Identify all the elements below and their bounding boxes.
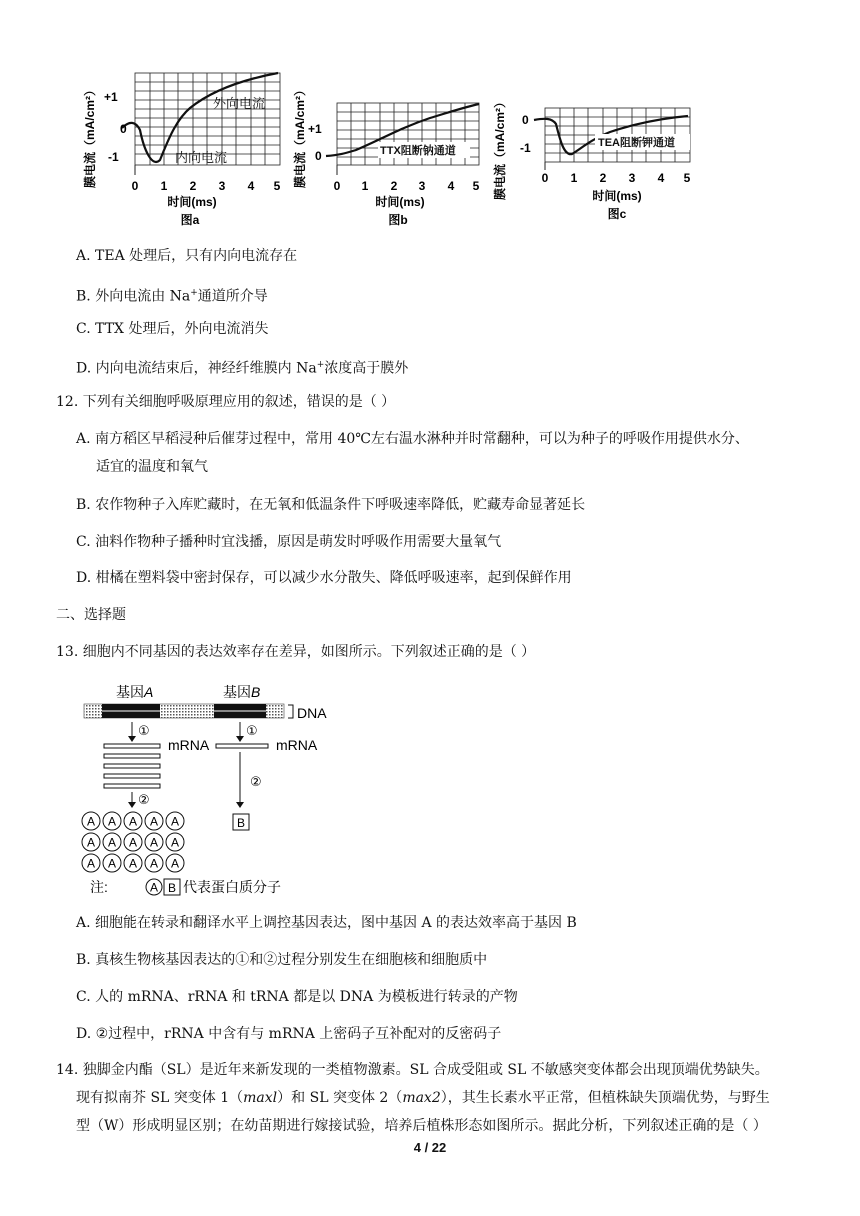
x-tick: 3	[218, 179, 226, 193]
q13-option-a: A. 细胞能在转录和翻译水平上调控基因表达，图中基因 A 的表达效率高于基因 B	[76, 915, 577, 931]
dna-label: DNA	[297, 705, 327, 721]
q14-stem-line1: 14. 独脚金内酯（SL）是近年来新发现的一类植物激素。SL 合成受阻或 SL 不敏感突变体都会出现顶端优势缺失。	[56, 1062, 769, 1078]
q12-option-c: C. 油料作物种子播种时宜浅播，原因是萌发时呼吸作用需要大量氧气	[76, 534, 502, 550]
y-tick: +1	[104, 90, 118, 104]
q12-stem: 12. 下列有关细胞呼吸原理应用的叙述，错误的是（ ）	[56, 394, 396, 410]
y-tick: 0	[522, 113, 529, 127]
protein-a-letter: A	[107, 856, 117, 871]
q14-stem-line2	[76, 1088, 770, 1108]
step-2-marker: ②	[250, 774, 262, 789]
q11-option-c: C. TTX 处理后，外向电流消失	[76, 321, 269, 337]
y-axis-label: 膜电流（mA/cm²）	[493, 95, 507, 200]
x-tick: 5	[273, 179, 281, 193]
q11-option-b	[76, 283, 268, 307]
tea-label: TEA阻断钾通道	[598, 137, 675, 149]
protein-a-letter: A	[86, 856, 96, 871]
x-axis-label: 时间(ms)	[375, 195, 425, 209]
protein-a-letter: A	[128, 835, 138, 850]
section-heading: 二、选择题	[56, 607, 126, 623]
mrna-b	[216, 744, 268, 748]
x-tick: 5	[472, 179, 480, 193]
q12-option-b: B. 农作物种子入库贮藏时，在无氧和低温条件下呼吸速率降低，贮藏寿命显著延长	[76, 497, 586, 513]
q13-stem: 13. 细胞内不同基因的表达效率存在差异，如图所示。下列叙述正确的是（ ）	[56, 644, 536, 660]
protein-a-letter: A	[86, 814, 96, 829]
q12-option-a: A. 南方稻区早稻浸种后催芽过程中，常用 40℃左右温水淋种并时常翻种，可以为种子的呼吸作用提供水分、	[76, 431, 749, 447]
note-text: 代表蛋白质分子	[183, 879, 281, 895]
ttx-label: TTX阻断钠通道	[380, 145, 456, 157]
x-tick: 2	[390, 179, 398, 193]
x-tick: 1	[361, 179, 369, 193]
protein-a-letter: A	[86, 835, 96, 850]
step-1-marker: ①	[138, 723, 150, 738]
x-tick: 3	[418, 179, 426, 193]
q13-option-b: B. 真核生物核基因表达的①和②过程分别发生在细胞核和细胞质中	[76, 952, 488, 968]
step-2-marker: ②	[138, 792, 150, 807]
protein-a-letter: A	[107, 835, 117, 850]
current-curve-a	[122, 73, 278, 162]
outward-current-label: 外向电流	[213, 96, 266, 111]
protein-a-letter: A	[128, 814, 138, 829]
figure-a	[80, 60, 290, 230]
x-tick: 0	[333, 179, 341, 193]
mrna-label: mRNA	[276, 737, 318, 753]
page-number: 4 / 22	[413, 1140, 447, 1155]
x-tick: 1	[160, 179, 168, 193]
q11-option-a: A. TEA 处理后，只有内向电流存在	[76, 248, 298, 264]
x-tick: 2	[599, 171, 607, 185]
figure-caption: 图a	[180, 213, 200, 227]
note-protein-b-letter: B	[167, 881, 177, 895]
x-tick: 1	[570, 171, 578, 185]
x-tick: 5	[683, 171, 691, 185]
q14-mutant-2: max2	[402, 1090, 441, 1106]
q12-option-d: D. 柑橘在塑料袋中密封保存，可以减少水分散失、降低呼吸速率，起到保鲜作用	[76, 570, 572, 586]
gene-a-label: 基因A	[116, 684, 154, 700]
protein-a-grid	[82, 812, 184, 872]
figure-caption: 图c	[607, 207, 627, 221]
figure-b	[290, 60, 490, 230]
protein-b-letter: B	[236, 816, 246, 830]
x-tick: 0	[541, 171, 549, 185]
y-axis-label: 膜电流（mA/cm²）	[293, 83, 307, 188]
protein-a-letter: A	[170, 856, 180, 871]
q14-text: ）和 SL 突变体 2（	[277, 1090, 403, 1106]
x-axis-label: 时间(ms)	[592, 189, 642, 203]
x-tick: 0	[131, 179, 139, 193]
q13-option-d: D. ②过程中，rRNA 中含有与 mRNA 上密码子互补配对的反密码子	[76, 1026, 502, 1042]
protein-a-letter: A	[149, 814, 159, 829]
x-tick: 4	[657, 171, 665, 185]
dna-strand	[84, 704, 284, 718]
y-tick: -1	[108, 150, 119, 164]
protein-a-letter: A	[149, 835, 159, 850]
q11-option-d-text: 浓度高于膜外	[324, 360, 409, 377]
x-tick: 4	[247, 179, 255, 193]
x-tick: 3	[628, 171, 636, 185]
note-protein-a-letter: A	[149, 880, 159, 895]
y-tick: -1	[520, 141, 531, 155]
mrna-stack-a	[104, 744, 160, 788]
x-tick: 4	[447, 179, 455, 193]
q14-stem-line3: 型（W）形成明显区别；在幼苗期进行嫁接试验，培养后植株形态如图所示。据此分析，下列叙述正确的是（ ）	[76, 1118, 767, 1134]
q11-option-b-text: B. 外向电流由 Na	[76, 288, 191, 305]
y-axis-label: 膜电流（mA/cm²）	[83, 83, 97, 188]
q13-option-c: C. 人的 mRNA、rRNA 和 tRNA 都是以 DNA 为模板进行转录的产物	[76, 989, 518, 1005]
note-prefix: 注:	[90, 879, 108, 895]
q14-mutant-1: maxl	[243, 1090, 278, 1106]
y-tick: +1	[308, 122, 322, 136]
q11-option-d	[76, 355, 408, 379]
q12-option-a-cont: 适宜的温度和氧气	[96, 459, 208, 475]
protein-a-letter: A	[107, 814, 117, 829]
x-tick: 2	[189, 179, 197, 193]
mrna-label: mRNA	[168, 737, 210, 753]
protein-a-letter: A	[149, 856, 159, 871]
q14-text: ），其生长素水平正常，但植株缺失顶端优势，与野生	[440, 1090, 770, 1106]
q11-option-b-text: 通道所介导	[197, 288, 268, 305]
y-tick: 0	[120, 122, 127, 136]
figure-c	[490, 60, 700, 230]
superscript: +	[190, 288, 198, 298]
inward-current-label: 内向电流	[175, 150, 228, 165]
protein-a-letter: A	[128, 856, 138, 871]
gene-expression-diagram	[80, 678, 350, 900]
q14-text: 现有拟南芥 SL 突变体 1（	[76, 1090, 244, 1106]
x-axis-label: 时间(ms)	[167, 195, 217, 209]
gene-b-label: 基因B	[223, 684, 261, 700]
step-1-marker: ①	[246, 723, 258, 738]
q11-option-d-text: D. 内向电流结束后，神经纤维膜内 Na	[76, 360, 317, 377]
y-tick: 0	[315, 149, 322, 163]
superscript: +	[316, 360, 325, 370]
protein-a-letter: A	[170, 835, 180, 850]
figure-caption: 图b	[388, 213, 408, 227]
protein-a-letter: A	[170, 814, 180, 829]
